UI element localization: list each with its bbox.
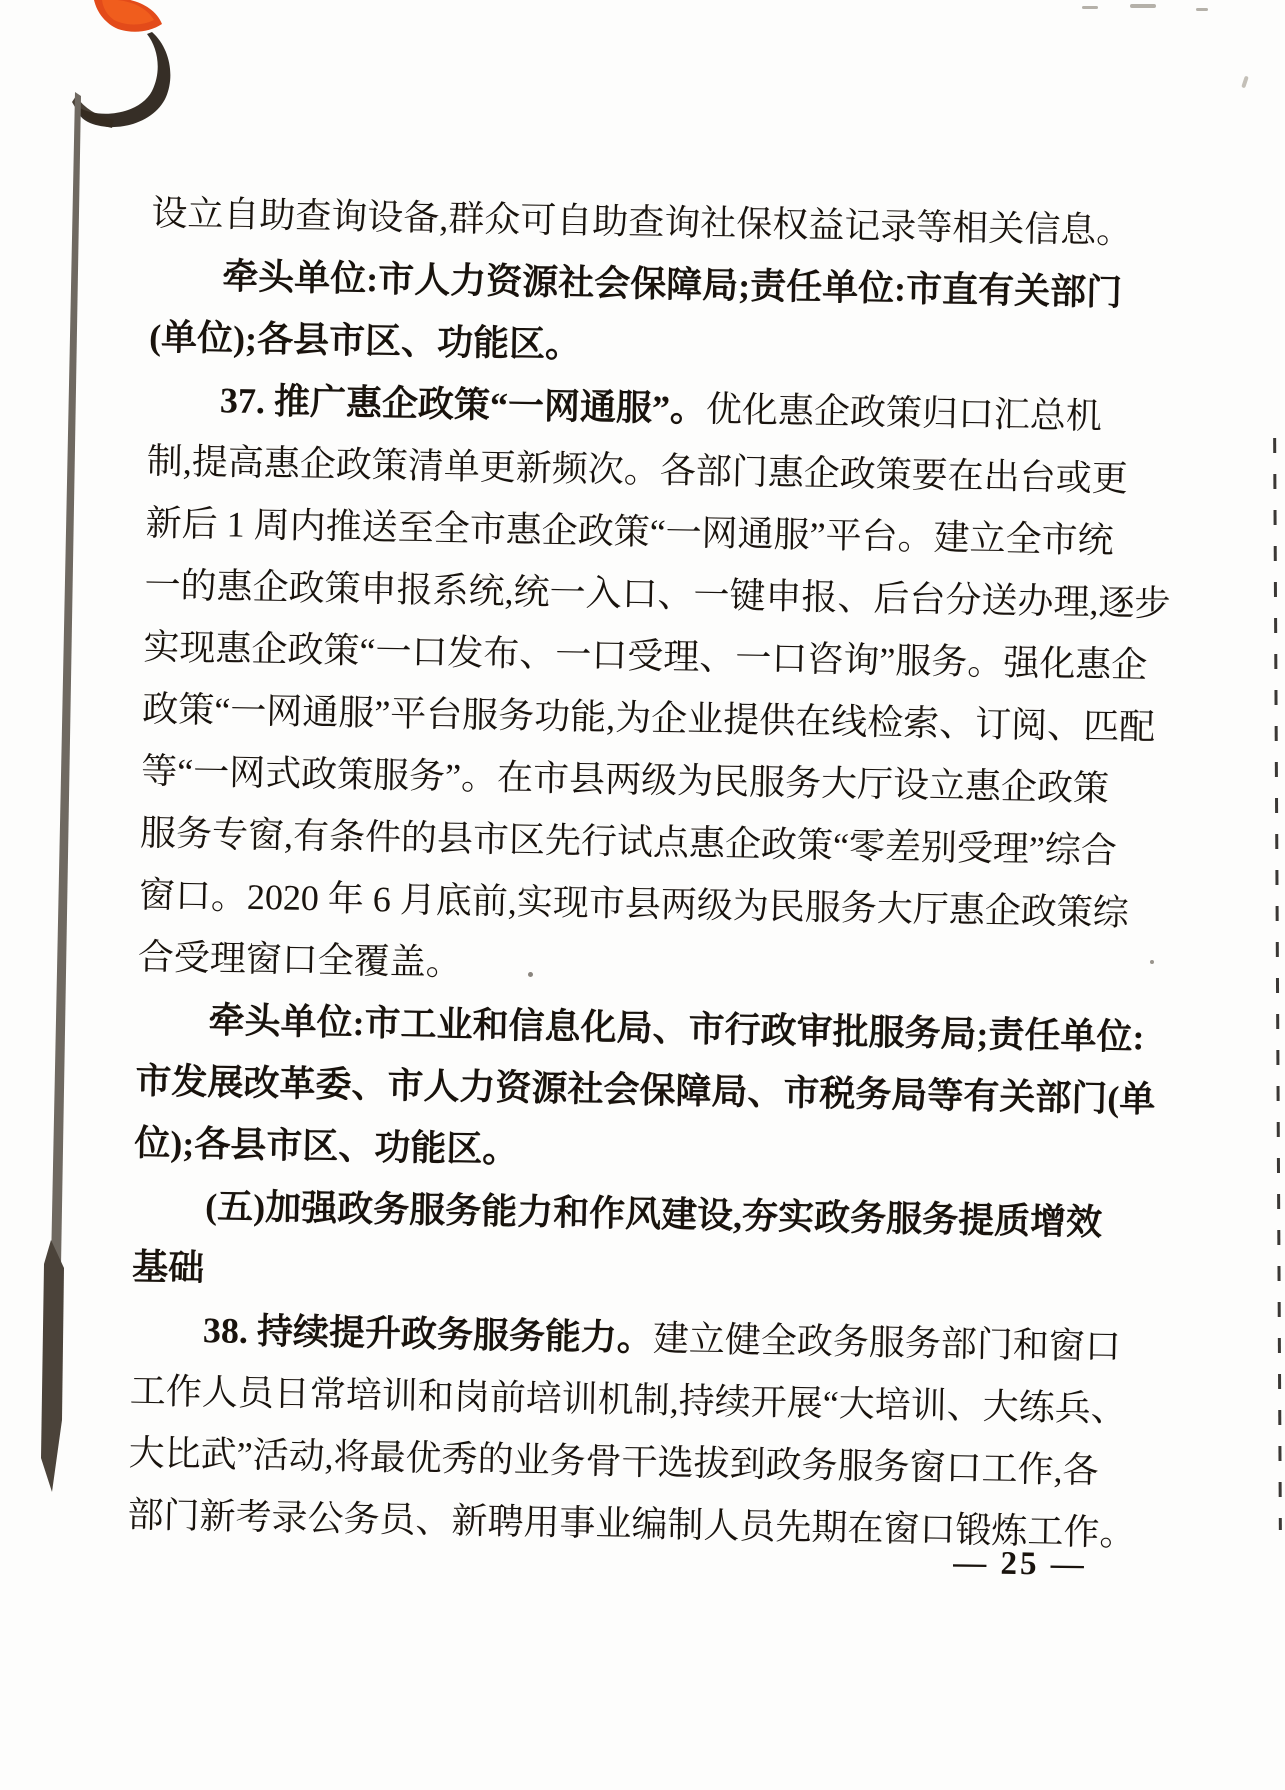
text-segment: 等“一网式政策服务”。在市县两级为民服务大厅设立惠企政策 [140, 750, 1110, 809]
document-text [127, 182, 1171, 1563]
text-segment: 制,提高惠企政策清单更新频次。各部门惠企政策要在出台或更 [146, 440, 1129, 499]
text-segment: 工作人员日常培训和岗前培训机制,持续开展“大培训、大练兵、 [129, 1370, 1128, 1430]
text-segment: 市发展改革委、市人力资源社会保障局、市税务局等有关部门(单 [135, 1060, 1156, 1120]
text-segment: 设立自助查询设备,群众可自助查询社保权益记录等相关信息。 [151, 192, 1133, 251]
text-segment: 新后 1 周内推送至全市惠企政策“一网通服”平台。建立全市统 [145, 502, 1114, 561]
text-segment: 合受理窗口全覆盖。 [137, 936, 463, 983]
scan-speck [1082, 6, 1098, 9]
scan-dot [1150, 960, 1154, 964]
text-segment: (单位);各县市区、功能区。 [148, 316, 582, 365]
page-number: — 25 — [953, 1545, 1088, 1583]
text-segment: 牵头单位:市人力资源社会保障局;责任单位:市直有关部门 [221, 256, 1123, 313]
text-segment: (五)加强政务服务能力和作风建设,夯实政务服务提质增效 [204, 1186, 1103, 1243]
scan-speck [1241, 76, 1249, 89]
text-segment: 位);各县市区、功能区。 [134, 1122, 519, 1170]
text-segment: 部门新考录公务员、新聘用事业编制人员先期在窗口锻炼工作。 [127, 1494, 1136, 1554]
text-segment: 服务专窗,有条件的县市区先行试点惠企政策“零差别受理”综合 [139, 812, 1118, 871]
scan-artifact-right-line [1273, 438, 1282, 1530]
scan-speck [1130, 4, 1156, 8]
scan-left-line-upper [51, 92, 81, 1266]
text-segment: 实现惠企政策“一口发布、一口受理、一口咨询”服务。强化惠企 [143, 626, 1148, 686]
scan-speck [1196, 8, 1208, 11]
text-segment: 基础 [131, 1246, 205, 1289]
text-segment: 政策“一网通服”平台服务功能,为企业提供在线检索、订阅、匹配 [141, 688, 1156, 748]
text-segment: 一的惠企政策申报系统,统一入口、一键申报、后台分送办理,逐步 [144, 564, 1171, 624]
text-segment: 37. 推广惠企政策“一网通服”。 [219, 380, 707, 430]
text-segment: 牵头单位:市工业和信息化局、市行政审批服务局;责任单位: [208, 1000, 1145, 1058]
scan-left-line-lower [41, 1240, 64, 1492]
text-segment: 38. 持续提升政务服务能力。 [202, 1310, 654, 1359]
text-segment: 窗口。2020 年 6 月底前,实现市县两级为民服务大厅惠企政策综 [138, 874, 1130, 934]
text-segment: 建立健全政务服务部门和窗口 [652, 1318, 1122, 1367]
text-segment: 优化惠企政策归口汇总机 [705, 389, 1103, 437]
text-segment: 大比武”活动,将最优秀的业务骨干选拔到政务服务窗口工作,各 [128, 1432, 1099, 1491]
